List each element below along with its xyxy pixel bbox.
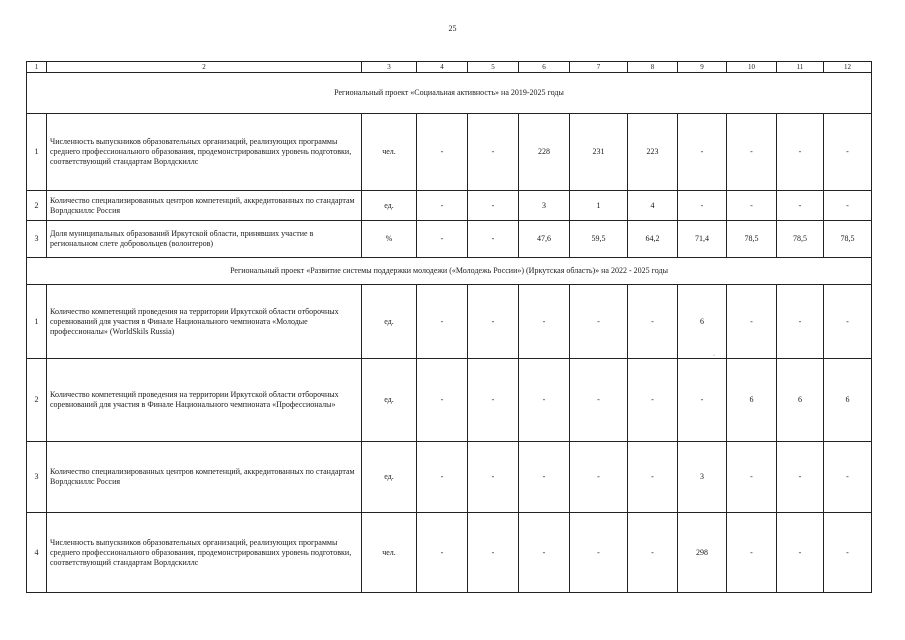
unit-cell: ед. <box>362 442 417 513</box>
value-cell: 3 <box>678 442 727 513</box>
row-number: 2 <box>27 359 47 442</box>
column-number: 4 <box>417 62 468 73</box>
value-cell: 59,5 <box>570 221 628 258</box>
value-cell: - <box>628 442 678 513</box>
section-title: Региональный проект «Развитие системы поддержки молодежи («Молодежь России») (Иркутская область)» на 2022 - 2025 годы <box>27 258 872 285</box>
value-cell: 47,6 <box>519 221 570 258</box>
value-cell: - <box>727 114 777 191</box>
indicator-name: Количество специализированных центров компетенций, аккредитованных по стандартам Ворлдскиллс Россия <box>47 191 362 221</box>
value-cell: - <box>824 285 872 359</box>
column-number: 12 <box>824 62 872 73</box>
row-number: 1 <box>27 285 47 359</box>
value-cell: - <box>824 513 872 593</box>
value-cell: - <box>727 442 777 513</box>
table-row <box>27 513 872 593</box>
section-title: Региональный проект «Социальная активность» на 2019-2025 годы <box>27 73 872 114</box>
value-cell: - <box>417 285 468 359</box>
value-cell: 231 <box>570 114 628 191</box>
value-cell: - <box>519 285 570 359</box>
value-cell: - <box>417 114 468 191</box>
row-number: 2 <box>27 191 47 221</box>
column-number: 7 <box>570 62 628 73</box>
indicator-name: Доля муниципальных образований Иркутской области, принявших участие в региональном слете добровольцев (волонтеров) <box>47 221 362 258</box>
value-cell: 3 <box>519 191 570 221</box>
indicator-name: Количество компетенций проведения на территории Иркутской области отборочных соревнований для участия в Финале Национального чемпионата «Профессионалы» <box>47 359 362 442</box>
column-number: 10 <box>727 62 777 73</box>
table-row <box>27 285 872 359</box>
value-cell: - <box>417 359 468 442</box>
table-row <box>27 221 872 258</box>
unit-cell: чел. <box>362 513 417 593</box>
value-cell: - <box>678 191 727 221</box>
value-cell: - <box>417 442 468 513</box>
column-number: 6 <box>519 62 570 73</box>
value-cell: 298 <box>678 513 727 593</box>
value-cell: - <box>727 285 777 359</box>
indicator-name: Количество компетенций проведения на территории Иркутской области отборочных соревнований для участия в Финале Национального чемпионата «Молодые профессионалы» (WorldSkils Russia) <box>47 285 362 359</box>
value-cell: - <box>468 359 519 442</box>
value-cell: - <box>777 442 824 513</box>
column-number-row <box>27 62 872 73</box>
value-cell: - <box>777 513 824 593</box>
value-cell: - <box>628 359 678 442</box>
value-cell: - <box>628 285 678 359</box>
value-cell: - <box>777 285 824 359</box>
value-cell: 64,2 <box>628 221 678 258</box>
unit-cell: ед. <box>362 285 417 359</box>
column-number: 3 <box>362 62 417 73</box>
column-number: 8 <box>628 62 678 73</box>
value-cell: - <box>468 513 519 593</box>
value-cell: - <box>468 221 519 258</box>
value-cell: 78,5 <box>824 221 872 258</box>
indicator-name: Количество специализированных центров компетенций, аккредитованных по стандартам Ворлдскиллс Россия <box>47 442 362 513</box>
value-cell: - <box>727 191 777 221</box>
column-number: 9 <box>678 62 727 73</box>
scan-artifact-dot: · <box>713 353 715 359</box>
unit-cell: ед. <box>362 359 417 442</box>
column-number: 11 <box>777 62 824 73</box>
value-cell: - <box>678 114 727 191</box>
value-cell: - <box>824 442 872 513</box>
table-row <box>27 442 872 513</box>
value-cell: - <box>468 114 519 191</box>
value-cell: 78,5 <box>777 221 824 258</box>
row-number: 3 <box>27 221 47 258</box>
value-cell: - <box>519 359 570 442</box>
column-number: 2 <box>47 62 362 73</box>
value-cell: - <box>570 442 628 513</box>
table-row <box>27 114 872 191</box>
value-cell: 1 <box>570 191 628 221</box>
value-cell: - <box>417 513 468 593</box>
value-cell: 71,4 <box>678 221 727 258</box>
section-header-row <box>27 73 872 114</box>
row-number: 4 <box>27 513 47 593</box>
value-cell: - <box>519 442 570 513</box>
value-cell: 6 <box>824 359 872 442</box>
value-cell: - <box>777 114 824 191</box>
value-cell: 228 <box>519 114 570 191</box>
value-cell: 6 <box>727 359 777 442</box>
value-cell: - <box>570 513 628 593</box>
indicator-name: Численность выпускников образовательных организаций, реализующих программы среднего профессионального образования, продемонстрировавших уровень подготовки, соответствующий стандартам Ворлдскиллс <box>47 114 362 191</box>
unit-cell: ед. <box>362 191 417 221</box>
indicators-table <box>26 61 872 593</box>
value-cell: 6 <box>678 285 727 359</box>
row-number: 1 <box>27 114 47 191</box>
column-number: 5 <box>468 62 519 73</box>
value-cell: - <box>824 191 872 221</box>
value-cell: - <box>417 221 468 258</box>
unit-cell: % <box>362 221 417 258</box>
section-header-row <box>27 258 872 285</box>
column-number: 1 <box>27 62 47 73</box>
value-cell: - <box>417 191 468 221</box>
value-cell: - <box>824 114 872 191</box>
value-cell: - <box>468 285 519 359</box>
row-number: 3 <box>27 442 47 513</box>
value-cell: - <box>727 513 777 593</box>
value-cell: - <box>628 513 678 593</box>
value-cell: - <box>570 359 628 442</box>
value-cell: - <box>468 442 519 513</box>
value-cell: 4 <box>628 191 678 221</box>
value-cell: - <box>519 513 570 593</box>
indicator-name: Численность выпускников образовательных организаций, реализующих программы среднего профессионального образования, продемонстрировавших уровень подготовки, соответствующий стандартам Ворлдскиллс <box>47 513 362 593</box>
value-cell: - <box>468 191 519 221</box>
value-cell: 6 <box>777 359 824 442</box>
table-row <box>27 359 872 442</box>
value-cell: - <box>678 359 727 442</box>
value-cell: 78,5 <box>727 221 777 258</box>
page-number: 25 <box>448 24 457 33</box>
value-cell: 223 <box>628 114 678 191</box>
value-cell: - <box>570 285 628 359</box>
value-cell: - <box>777 191 824 221</box>
table-row <box>27 191 872 221</box>
unit-cell: чел. <box>362 114 417 191</box>
